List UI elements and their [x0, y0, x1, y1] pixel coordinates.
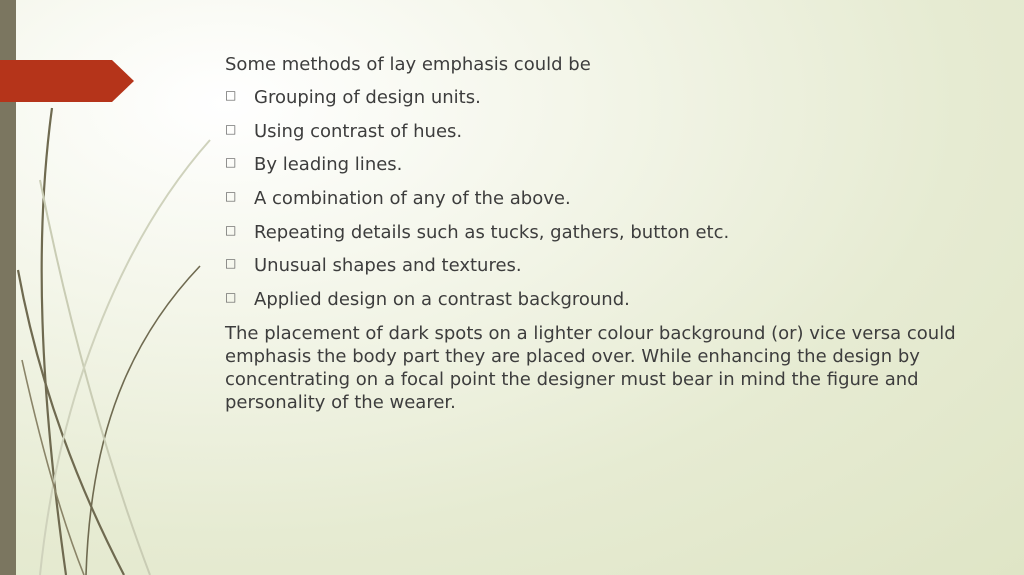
intro-text: Some methods of lay emphasis could be	[225, 54, 591, 75]
empty-square-icon: □	[225, 88, 237, 102]
list-item-text: A combination of any of the above.	[254, 188, 571, 210]
list-item	[225, 187, 965, 210]
empty-square-icon: □	[225, 256, 237, 271]
list-item	[225, 86, 965, 109]
list-item-text: By leading lines.	[254, 154, 403, 176]
list-item	[225, 153, 965, 176]
list-item	[225, 288, 965, 311]
bullet-list	[225, 86, 965, 311]
list-item-text: Unusual shapes and textures.	[254, 255, 522, 277]
list-item-text: Using contrast of hues.	[254, 120, 463, 142]
list-item-text: Repeating details such as tucks, gathers, button etc.	[254, 221, 730, 243]
body-paragraph: The placement of dark spots on a lighter colour background (or) vice versa could emphasis the body part they are placed over. While enhancing the design by concentrating on a focal point the designer must bear in mind the figure and personality of the wearer.	[225, 322, 956, 413]
list-item	[225, 120, 965, 143]
list-item	[225, 254, 965, 277]
list-item	[225, 221, 965, 244]
list-item-text: Grouping of design units.	[254, 87, 481, 108]
accent-arrow-shape	[0, 60, 134, 102]
empty-square-icon: □	[225, 121, 237, 136]
empty-square-icon: □	[225, 155, 237, 170]
empty-square-icon: □	[225, 222, 237, 237]
slide-content	[225, 53, 965, 414]
list-item-text: Applied design on a contrast background.	[254, 289, 630, 311]
empty-square-icon: □	[225, 189, 237, 204]
empty-square-icon: □	[225, 290, 237, 305]
